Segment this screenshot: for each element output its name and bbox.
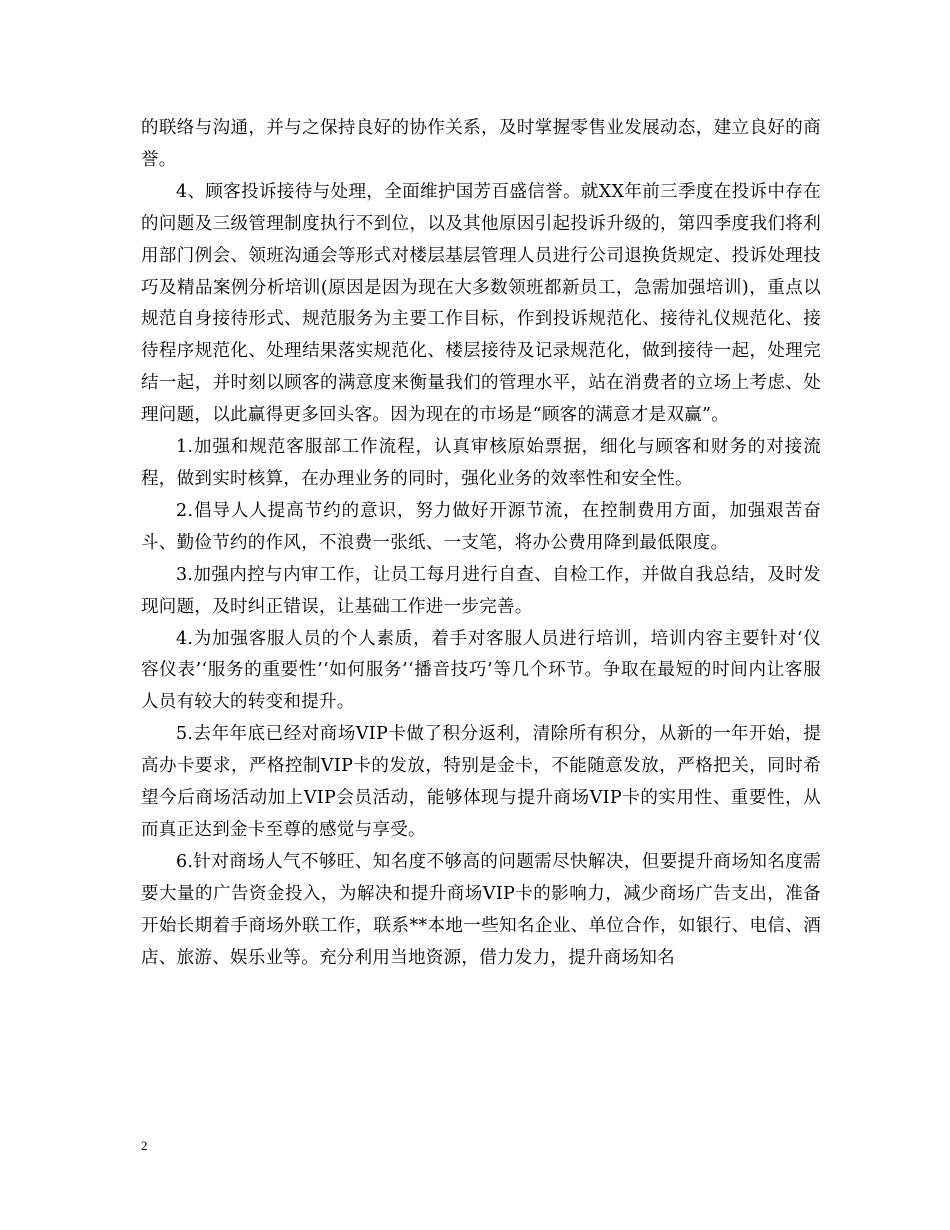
paragraph-item-4: 4.为加强客服人员的个人素质，着手对客服人员进行培训，培训内容主要针对‘仪容仪表’‘服务的重要性’‘如何服务’‘播音技巧’等几个环节。争取在最短的时间内让客服人员有较大的转变和提升。 — [141, 628, 821, 713]
paragraph-item-5: 5.去年年底已经对商场VIP卡做了积分返利，清除所有积分，从新的一年开始，提高办卡要求，严格控制VIP卡的发放，特别是金卡，不能随意发放，严格把关，同时希望今后商场活动加上VIP会员活动，能够体现与提升商场VIP卡的实用性、重要性，从而真正达到金卡至尊的感觉与享受。 — [141, 724, 821, 840]
paragraph-item-6: 6.针对商场人气不够旺、知名度不够高的问题需尽快解决，但要提升商场知名度需要大量的广告资金投入，为解决和提升商场VIP卡的影响力，减少商场广告支出，准备开始长期着手商场外联工作，联系**本地一些知名企业、单位合作，如银行、电信、酒店、旅游、娱乐业等。充分利用当地资源，借力发力，提升商场知名 — [141, 851, 821, 968]
paragraph-complaint-handling: 4、顾客投诉接待与处理，全面维护国芳百盛信誉。就XX年前三季度在投诉中存在的问题及三级管理制度执行不到位，以及其他原因引起投诉升级的，第四季度我们将利用部门例会、领班沟通会等形式对楼层基层管理人员进行公司退换货规定、投诉处理技巧及精品案例分析培训(原因是因为现在大多数领班都新员工，急需加强培训)，重点以规范自身接待形式、规范服务为主要工作目标，作到投诉规范化、接待礼仪规范化、接待程序规范化、处理结果落实规范化、楼层接待及记录规范化，做到接待一起，处理完结一起，并时刻以顾客的满意度来衡量我们的管理水平，站在消费者的立场上考虑、处理问题，以此赢得更多回头客。因为现在的市场是“顾客的满意才是双赢”。 — [141, 181, 821, 426]
paragraph-item-2: 2.倡导人人提高节约的意识，努力做好开源节流，在控制费用方面，加强艰苦奋斗、勤俭节约的作风，不浪费一张纸、一支笔，将办公费用降到最低限度。 — [141, 500, 821, 553]
document-body — [141, 113, 821, 974]
paragraph-continuation: 的联络与沟通，并与之保持良好的协作关系，及时掌握零售业发展动态，建立良好的商誉。 — [141, 118, 821, 170]
paragraph-item-3: 3.加强内控与内审工作，让员工每月进行自查、自检工作，并做自我总结，及时发现问题，及时纠正错误，让基础工作进一步完善。 — [141, 564, 821, 617]
paragraph-item-1: 1.加强和规范客服部工作流程，认真审核原始票据，细化与顾客和财务的对接流程，做到实时核算，在办理业务的同时，强化业务的效率性和安全性。 — [141, 437, 821, 489]
page-number: 2 — [141, 1138, 148, 1153]
